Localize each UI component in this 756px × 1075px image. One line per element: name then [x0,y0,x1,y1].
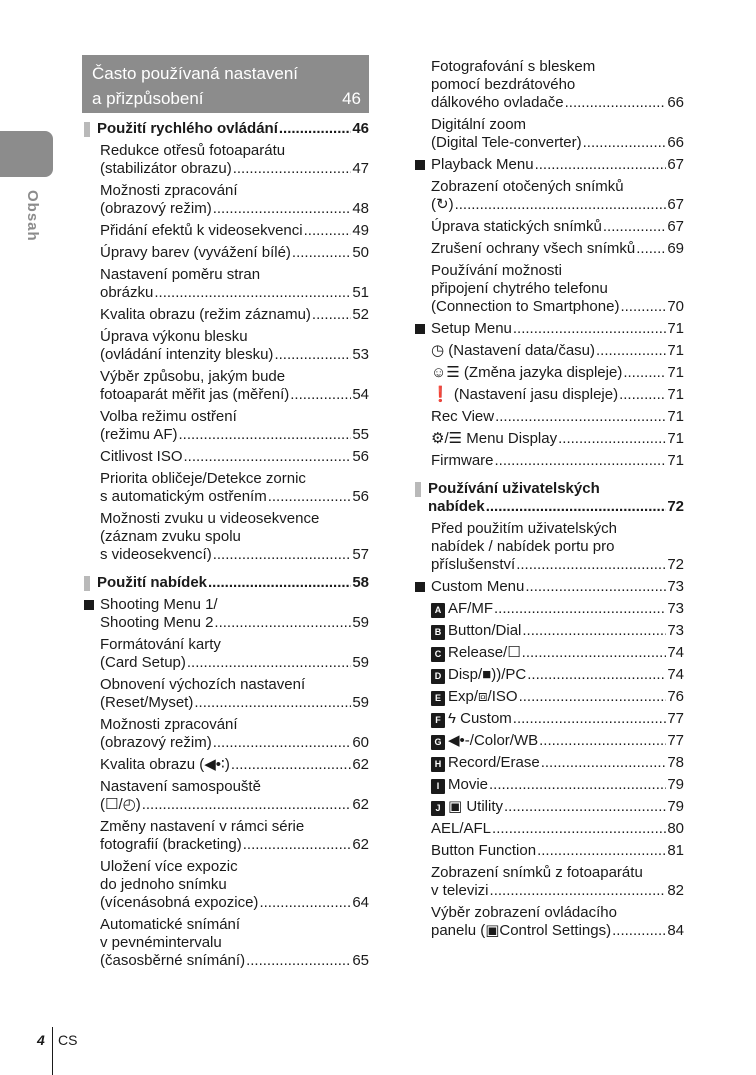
toc-entry [82,448,369,466]
toc-entry-title: obrázku [100,284,154,301]
toc-page-number: 47 [352,160,369,177]
custom-menu-icon: J [431,801,445,816]
toc-page-number: 66 [667,134,684,151]
leader-dots [537,842,666,860]
toc-entry-title: (časosběrné snímání) [100,952,246,969]
toc-entry-line: Zobrazení snímků z fotoaparátu [431,864,643,881]
toc-entry-title: Setup Menu [431,320,512,337]
toc-page-number: 57 [352,546,369,563]
leader-dots [142,796,352,814]
toc-menu-entry [413,156,684,174]
toc-entry-title: ϟ Custom [448,710,512,727]
toc-entry [82,916,369,970]
leader-dots [486,498,667,516]
toc-left-column [82,120,369,974]
toc-heading [413,480,684,516]
leader-dots [541,754,667,772]
toc-entry-line: Možnosti zvuku u videosekvence [100,510,320,527]
toc-entry [413,776,684,794]
toc-entry-title: ▣ Utility [448,798,504,815]
toc-entry [413,622,684,640]
heading-marker [84,122,90,137]
toc-entry-line: Uložení více expozic [100,858,238,875]
toc-entry [82,182,369,218]
toc-entry-title: ☺☰ (Změna jazyka displeje) [431,364,623,381]
leader-dots [519,688,667,706]
heading-marker [415,482,421,497]
toc-entry-title: Kvalita obrazu (režim záznamu) [100,306,311,323]
toc-page-number: 72 [667,556,684,573]
leader-dots [279,120,351,138]
toc-entry-line: (záznam zvuku spolu [100,528,241,545]
toc-entry [413,798,684,816]
toc-entry-title: Zrušení ochrany všech snímků [431,240,636,257]
toc-entry [413,218,684,236]
toc-entry [413,262,684,316]
toc-entry-line: Formátování karty [100,636,221,653]
toc-entry [413,666,684,684]
toc-entry-line: Úprava výkonu blesku [100,328,248,345]
section-header [82,55,369,113]
leader-dots [231,756,351,774]
toc-page-number: 49 [352,222,369,239]
leader-dots [495,408,666,426]
toc-entry [413,408,684,426]
toc-entry-line: připojení chytrého telefonu [431,280,608,297]
toc-page-number: 72 [667,498,684,515]
toc-entry-title: Kvalita obrazu (◀•∶) [100,756,230,773]
leader-dots [539,732,666,750]
toc-entry-title: fotografií (bracketing) [100,836,242,853]
toc-entry-line: Před použitím uživatelských [431,520,617,537]
toc-entry-line: Redukce otřesů fotoaparátu [100,142,286,159]
toc-page-number: 46 [352,120,369,137]
leader-dots [246,952,351,970]
toc-page-number: 71 [667,364,684,381]
leader-dots [312,306,351,324]
toc-entry [82,636,369,672]
leader-dots [527,666,666,684]
toc-entry-title: Custom Menu [431,578,525,595]
toc-entry-line: Priorita obličeje/Detekce zornic [100,470,306,487]
leader-dots [494,600,666,618]
toc-entry [413,240,684,258]
toc-entry-title: (Connection to Smartphone) [431,298,620,315]
toc-heading [82,574,369,592]
toc-entry-line: Automatické snímání [100,916,241,933]
toc-entry-title: (obrazový režim) [100,200,212,217]
toc-entry [413,520,684,574]
toc-entry-title: (☐/◴) [100,796,141,813]
leader-dots [179,426,352,444]
toc-entry-title: fotoaparát měřit jas (měření) [100,386,290,403]
toc-entry-title: (↻) [431,196,454,213]
toc-entry [413,386,684,404]
leader-dots [213,200,352,218]
toc-page-number: 62 [352,836,369,853]
leader-dots [304,222,352,240]
leader-dots [290,386,351,404]
toc-menu-entry [413,320,684,338]
toc-entry-title: ❗ (Nastavení jasu displeje) [431,386,619,403]
leader-dots [233,160,352,178]
bullet-square-icon [84,600,94,610]
leader-dots [259,894,351,912]
custom-menu-icon: A [431,603,445,618]
toc-entry [413,342,684,360]
toc-entry [413,864,684,900]
toc-entry-title: nabídek [428,498,485,515]
toc-page-number: 79 [667,776,684,793]
toc-page-number: 62 [352,796,369,813]
toc-entry [413,688,684,706]
toc-page-number: 71 [667,386,684,403]
toc-page-number: 82 [667,882,684,899]
toc-page-number: 71 [667,430,684,447]
toc-page-number: 51 [352,284,369,301]
footer-rule [52,1027,53,1075]
toc-page-number: 74 [667,666,684,683]
toc-entry-title: Movie [448,776,489,793]
leader-dots [516,556,666,574]
toc-page-number: 67 [667,218,684,235]
toc-page-number: 71 [667,320,684,337]
toc-entry [82,858,369,912]
toc-page-number: 62 [352,756,369,773]
toc-entry-line: Možnosti zpracování [100,716,238,733]
leader-dots [522,644,667,662]
leader-dots [623,364,666,382]
toc-entry-title: Record/Erase [448,754,540,771]
toc-entry-title: Playback Menu [431,156,534,173]
section-header-page: 46 [342,89,361,108]
toc-entry [82,328,369,364]
toc-page-number: 65 [352,952,369,969]
section-header-line2: a přizpůsobení [92,89,204,108]
toc-page-number: 76 [667,688,684,705]
toc-page-number: 81 [667,842,684,859]
leader-dots [513,320,666,338]
toc-entry [413,754,684,772]
toc-entry [413,842,684,860]
toc-entry [413,820,684,838]
toc-entry-title: ◀•-/Color/WB [448,732,539,749]
toc-entry-title: (Card Setup) [100,654,186,671]
toc-page-number: 53 [352,346,369,363]
toc-entry [82,716,369,752]
leader-dots [214,614,351,632]
toc-entry-line: Shooting Menu 1/ [100,596,218,613]
leader-dots [154,284,351,302]
custom-menu-icon: G [431,735,445,750]
custom-menu-icon: H [431,757,445,772]
toc-entry [413,732,684,750]
toc-entry-title: (obrazový režim) [100,734,212,751]
leader-dots [558,430,666,448]
toc-entry-title: s videosekvencí) [100,546,212,563]
toc-page-number: 77 [667,710,684,727]
toc-entry [413,710,684,728]
section-header-line1: Často používaná nastavení [92,64,299,83]
toc-entry-title: (stabilizátor obrazu) [100,160,232,177]
toc-entry-line: Fotografování s bleskem [431,58,596,75]
toc-entry [82,470,369,506]
toc-entry [413,178,684,214]
toc-page-number: 48 [352,200,369,217]
toc-entry-title: Použití nabídek [97,574,208,591]
toc-entry [82,676,369,712]
leader-dots [535,156,667,174]
leader-dots [490,882,667,900]
leader-dots [603,218,666,236]
leader-dots [455,196,667,214]
toc-page-number: 71 [667,452,684,469]
custom-menu-icon: D [431,669,445,684]
toc-entry-line: Změny nastavení v rámci série [100,818,305,835]
toc-entry-title: (Digital Tele-converter) [431,134,582,151]
leader-dots [513,710,667,728]
leader-dots [208,574,351,592]
leader-dots [274,346,351,364]
toc-entry-title: Citlivost ISO [100,448,183,465]
bullet-square-icon [415,324,425,334]
toc-page-number: 59 [352,654,369,671]
toc-entry-title: Release/☐ [448,644,521,661]
leader-dots [492,820,666,838]
leader-dots [213,546,352,564]
leader-dots [187,654,351,672]
toc-page-number: 74 [667,644,684,661]
custom-menu-icon: C [431,647,445,662]
side-tab [0,131,53,177]
leader-dots [495,452,667,470]
toc-entry-title: dálkového ovladače [431,94,564,111]
toc-entry-line: Možnosti zpracování [100,182,238,199]
custom-menu-icon: B [431,625,445,640]
toc-entry-line: Nastavení poměru stran [100,266,261,283]
toc-page-number: 80 [667,820,684,837]
toc-entry [82,408,369,444]
toc-entry-line: Používání uživatelských [428,480,600,497]
toc-entry-title: Úpravy barev (vyvážení bílé) [100,244,291,261]
toc-entry-title: v televizi [431,882,489,899]
toc-page-number: 67 [667,196,684,213]
toc-page-number: 70 [667,298,684,315]
footer [37,1031,78,1049]
toc-page-number: 64 [352,894,369,911]
toc-page-number: 71 [667,408,684,425]
toc-entry-line: Digitální zoom [431,116,527,133]
toc-menu-entry [413,578,684,596]
toc-page-number: 58 [352,574,369,591]
leader-dots [565,94,667,112]
toc-menu-entry [82,596,369,632]
toc-page-number: 54 [352,386,369,403]
toc-entry [82,818,369,854]
leader-dots [292,244,351,262]
toc-entry-title: (vícenásobná expozice) [100,894,259,911]
custom-menu-icon: F [431,713,445,728]
toc-entry-line: Používání možnosti [431,262,562,279]
toc-entry-line: Výběr způsobu, jakým bude [100,368,286,385]
toc-entry [82,222,369,240]
toc-entry-title: Firmware [431,452,494,469]
leader-dots [583,134,667,152]
toc-page-number: 59 [352,614,369,631]
leader-dots [619,386,666,404]
toc-entry [82,306,369,324]
bullet-square-icon [415,160,425,170]
toc-entry [82,244,369,262]
toc-page-number: 73 [667,578,684,595]
toc-entry [413,600,684,618]
toc-entry [82,778,369,814]
toc-entry-title: (Reset/Myset) [100,694,194,711]
toc-page-number: 66 [667,94,684,111]
leader-dots [243,836,352,854]
toc-entry-line: Zobrazení otočených snímků [431,178,624,195]
leader-dots [489,776,666,794]
toc-page-number: 84 [667,922,684,939]
toc-entry-title: příslušenství [431,556,516,573]
toc-page-number: 78 [667,754,684,771]
toc-entry-line: pomocí bezdrátového [431,76,576,93]
leader-dots [612,922,666,940]
leader-dots [504,798,666,816]
toc-entry-title: Disp/■))/PC [448,666,527,683]
toc-entry-line: do jednoho snímku [100,876,227,893]
toc-page-number: 71 [667,342,684,359]
toc-entry-line: Nastavení samospouště [100,778,261,795]
toc-entry-title: (ovládání intenzity blesku) [100,346,274,363]
toc-page-number: 73 [667,622,684,639]
toc-entry-line: nabídek / nabídek portu pro [431,538,615,555]
toc-entry-title: Úprava statických snímků [431,218,602,235]
toc-entry [413,644,684,662]
leader-dots [522,622,666,640]
toc-entry [82,142,369,178]
toc-entry-title: AF/MF [448,600,493,617]
toc-entry [413,116,684,152]
toc-entry [413,904,684,940]
toc-entry [413,58,684,112]
toc-right-column [413,58,684,944]
toc-entry [82,756,369,774]
toc-entry-line: v pevnémintervalu [100,934,222,951]
footer-page-number: 4 [37,1032,45,1048]
leader-dots [596,342,666,360]
leader-dots [636,240,666,258]
leader-dots [213,734,352,752]
toc-page-number: 77 [667,732,684,749]
toc-entry-title: Použití rychlého ovládání [97,120,278,137]
toc-entry [413,430,684,448]
toc-entry-line: Obnovení výchozích nastavení [100,676,306,693]
heading-marker [84,576,90,591]
toc-page-number: 56 [352,488,369,505]
toc-heading [82,120,369,138]
footer-language: CS [58,1032,78,1048]
toc-entry-title: Exp/⧈/ISO [448,688,518,705]
toc-entry-title: AEL/AFL [431,820,492,837]
leader-dots [620,298,666,316]
toc-entry [82,368,369,404]
toc-entry-title: ◷ (Nastavení data/času) [431,342,595,359]
toc-entry [82,510,369,564]
bullet-square-icon [415,582,425,592]
side-label: Obsah [24,190,41,242]
custom-menu-icon: I [431,779,445,794]
toc-entry-title: Přidání efektů k videosekvenci [100,222,303,239]
toc-page-number: 59 [352,694,369,711]
toc-entry-title: Shooting Menu 2 [100,614,214,631]
toc-page-number: 50 [352,244,369,261]
toc-entry-title: s automatickým ostřením [100,488,267,505]
toc-entry-line: Volba režimu ostření [100,408,237,425]
leader-dots [194,694,351,712]
toc-entry-line: Výběr zobrazení ovládacího [431,904,617,921]
toc-entry-title: (režimu AF) [100,426,178,443]
toc-page-number: 73 [667,600,684,617]
leader-dots [184,448,352,466]
toc-entry-title: Button Function [431,842,537,859]
toc-page-number: 60 [352,734,369,751]
toc-entry [413,452,684,470]
toc-entry [413,364,684,382]
toc-page-number: 52 [352,306,369,323]
toc-page-number: 56 [352,448,369,465]
custom-menu-icon: E [431,691,445,706]
toc-page-number: 69 [667,240,684,257]
toc-entry [82,266,369,302]
leader-dots [268,488,352,506]
leader-dots [525,578,666,596]
toc-page-number: 55 [352,426,369,443]
toc-entry-title: ⚙/☰ Menu Display [431,430,558,447]
toc-page-number: 79 [667,798,684,815]
toc-entry-title: Rec View [431,408,495,425]
toc-entry-title: panelu (▣Control Settings) [431,922,612,939]
toc-entry-title: Button/Dial [448,622,522,639]
toc-page-number: 67 [667,156,684,173]
